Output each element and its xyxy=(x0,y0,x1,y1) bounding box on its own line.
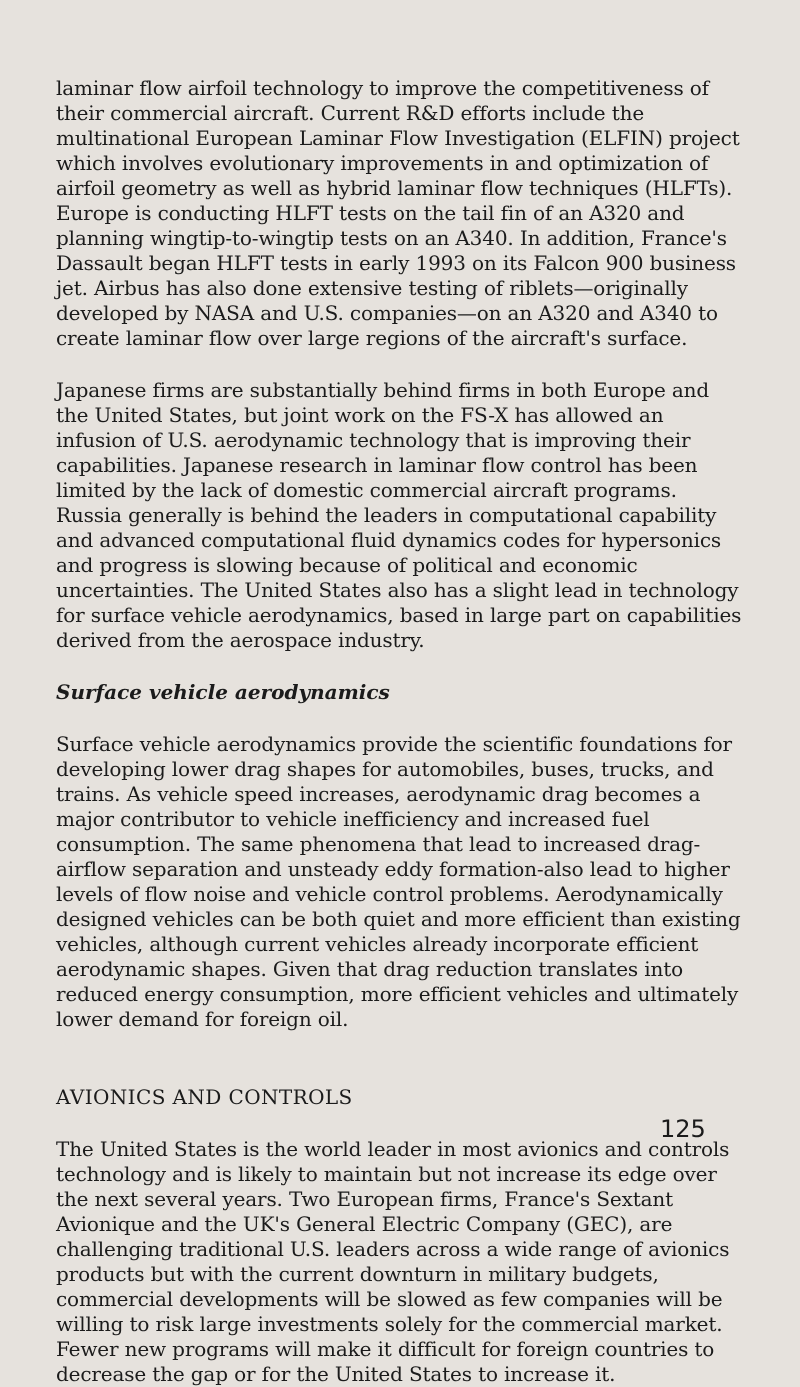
page-number: 125 xyxy=(660,1115,706,1143)
paragraph-japanese-firms: Japanese firms are substantially behind firms in both Europe and the United States, but joint work on the FS-X has allowed an infusion of U.S. aerodynamic technology that is improving their capabilities. Japanese research in laminar flow control has been limited by the lack of domestic commercial aircraft programs. Russia generally is behind the leaders in computational capability and advanced computational fluid dynamics codes for hypersonics and progress is slowing because of political and economic uncertainties. The United States also has a slight lead in technology for surface vehicle aerodynamics, based in large part on capabilities derived from the aerospace industry. xyxy=(56,378,742,652)
subheading-surface-vehicle: Surface vehicle aerodynamics xyxy=(56,680,390,704)
paragraph-avionics: The United States is the world leader in most avionics and controls technology and is likely to maintain but not increase its edge over the next several years. Two European firms, France's Sextant Avionique and the UK's General Electric Company (GEC), are challenging traditional U.S. leaders across a wide range of avionics products but with the current downturn in military budgets, commercial developments will be slowed as few companies will be willing to risk large investments solely for the commercial market. Fewer new programs will make it difficult for foreign countries to decrease the gap or for the United States to increase it. xyxy=(56,1137,730,1386)
document-page xyxy=(56,76,746,1387)
heading-avionics-controls: AVIONICS AND CONTROLS xyxy=(56,1085,353,1109)
paragraph-surface-vehicle: Surface vehicle aerodynamics provide the scientific foundations for developing lower drag shapes for automobiles, buses, trucks, and trains. As vehicle speed increases, aerodynamic drag becomes a major contributor to vehicle inefficiency and increased fuel consumption. The same phenomena that lead to increased drag-airflow separation and unsteady eddy formation-also lead to higher levels of flow noise and vehicle control problems. Aerodynamically designed vehicles can be both quiet and more efficient than existing vehicles, although current vehicles already incorporate efficient aerodynamic shapes. Given that drag reduction translates into reduced energy consumption, more efficient vehicles and ultimately lower demand for foreign oil. xyxy=(56,732,741,1031)
paragraph-laminar-flow: laminar flow airfoil technology to improve the competitiveness of their commercial aircraft. Current R&D efforts include the multinational European Laminar Flow Investigation (ELFIN) project which involves evolutionary improvements in and optimization of airfoil geometry as well as hybrid laminar flow techniques (HLFTs). Europe is conducting HLFT tests on the tail fin of an A320 and planning wingtip-to-wingtip tests on an A340. In addition, France's Dassault began HLFT tests in early 1993 on its Falcon 900 business jet. Airbus has also done extensive testing of riblets—originally developed by NASA and U.S. companies—on an A320 and A340 to create laminar flow over large regions of the aircraft's surface. xyxy=(56,76,740,350)
